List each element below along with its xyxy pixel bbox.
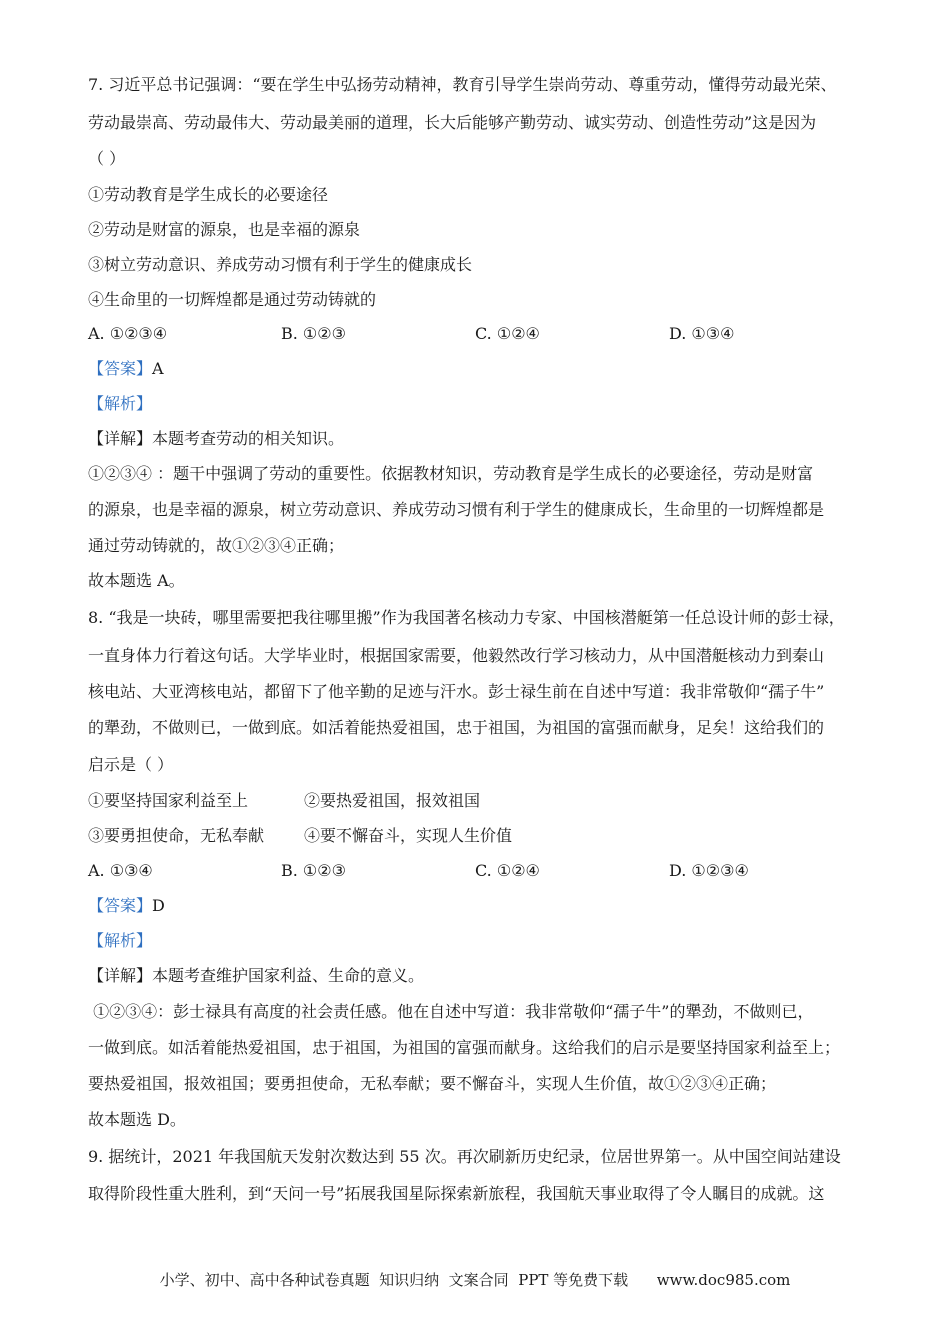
q8-option-b: B. ①②③ (281, 861, 346, 880)
page-footer: 小学、初中、高中各种试卷真题 知识归纳 文案合同 PPT 等免费下载 www.doc985.com (159, 1271, 791, 1289)
q8-stem-line-4: 的犟劲，不做则已，一做到底。如活着能热爱祖国，忠于祖国，为祖国的富强而献身，足矣！这给我们的 (88, 718, 825, 737)
detail-tag: 【详解】 (88, 966, 153, 985)
q7-option-a: A. ①②③④ (88, 324, 168, 343)
answer-tag: 【答案】 (88, 359, 153, 378)
q8-detail (88, 965, 862, 987)
q9-stem-line-1: 9. 据统计，2021 年我国航天发射次数达到 55 次。再次刷新历史纪录，位居世界第一。从中国空间站建设 (88, 1147, 841, 1166)
q7-option-b: B. ①②③ (281, 324, 346, 343)
q8-explanation-line-3: 要热爱祖国，报效祖国；要勇担使命，无私奉献；要不懈奋斗，实现人生价值，故①②③④正确； (88, 1074, 777, 1093)
q7-statement-1: ①劳动教育是学生成长的必要途径 (88, 185, 329, 204)
q7-option-d: D. ①③④ (669, 324, 735, 343)
q8-statement-4: ④要不懈奋斗，实现人生价值 (304, 826, 513, 845)
q7-explanation-line-1: ①②③④ ：题干中强调了劳动的重要性。依据教材知识，劳动教育是学生成长的必要途径，劳动是财富 (88, 464, 814, 483)
q8-explanation-line-2: 一做到底。如活着能热爱祖国，忠于祖国，为祖国的富强而献身。这给我们的启示是要坚持国家利益至上； (88, 1038, 841, 1057)
detail-text: 本题考查维护国家利益、生命的意义。 (152, 966, 425, 985)
q7-statement-2: ②劳动是财富的源泉，也是幸福的源泉 (88, 220, 361, 239)
q8-statement-1: ①要坚持国家利益至上 (88, 791, 249, 810)
q7-analysis-tag: 【解析】 (88, 394, 153, 413)
q8-stem-line-1: 8. “我是一块砖，哪里需要把我往哪里搬”作为我国著名核动力专家、中国核潜艇第一任总设计师的彭士禄， (88, 608, 845, 627)
q8-statement-2: ②要热爱祖国，报效祖国 (304, 791, 481, 810)
q7-statement-4: ④生命里的一切辉煌都是通过劳动铸就的 (88, 290, 377, 309)
q7-conclusion: 故本题选 A。 (88, 571, 185, 590)
q8-conclusion: 故本题选 D。 (88, 1110, 186, 1129)
q7-stem-line-2: 劳动最崇高、劳动最伟大、劳动最美丽的道理，长大后能够产勤劳动、诚实劳动、创造性劳动”这是因为 (88, 113, 817, 132)
q8-option-c: C. ①②④ (475, 861, 540, 880)
q8-analysis-tag: 【解析】 (88, 931, 153, 950)
answer-value: A (152, 359, 164, 378)
q7-explanation-line-3: 通过劳动铸就的，故①②③④正确； (88, 536, 345, 555)
q8-option-a: A. ①③④ (88, 861, 153, 880)
q8-explanation-line-1: ①②③④：彭士禄具有高度的社会责任感。他在自述中写道：我非常敬仰“孺子牛”的犟劲，不做则已， (88, 1002, 814, 1021)
q8-stem-line-2: 一直身体力行着这句话。大学毕业时，根据国家需要，他毅然改行学习核动力，从中国潜艇核动力到秦山 (88, 646, 825, 665)
q7-answer (88, 358, 862, 380)
answer-tag: 【答案】 (88, 896, 153, 915)
q8-statements-row-2 (88, 825, 513, 847)
q7-explanation-line-2: 的源泉，也是幸福的源泉，树立劳动意识、养成劳动习惯有利于学生的健康成长，生命里的一切辉煌都是 (88, 500, 825, 519)
q9-stem-line-2: 取得阶段性重大胜利，到“天问一号”拓展我国星际探索新旅程，我国航天事业取得了令人瞩目的成就。这 (88, 1184, 825, 1203)
q7-detail (88, 428, 862, 450)
q7-statement-3: ③树立劳动意识、养成劳动习惯有利于学生的健康成长 (88, 255, 473, 274)
q8-option-d: D. ①②③④ (669, 861, 749, 880)
q8-statements-row-1 (88, 790, 481, 812)
q8-stem-line-5: 启示是（ ） (88, 755, 174, 774)
q7-stem-line-1: 7. 习近平总书记强调：“要在学生中弘扬劳动精神，教育引导学生崇尚劳动、尊重劳动，懂得劳动最光荣、 (88, 75, 837, 94)
detail-tag: 【详解】 (88, 429, 153, 448)
q8-statement-3: ③要勇担使命，无私奉献 (88, 826, 265, 845)
q7-option-c: C. ①②④ (475, 324, 540, 343)
answer-value: D (152, 896, 165, 915)
q7-stem-line-3: （ ） (88, 149, 126, 168)
q8-answer (88, 895, 862, 917)
q8-stem-line-3: 核电站、大亚湾核电站，都留下了他辛勤的足迹与汗水。彭士禄生前在自述中写道：我非常敬仰“孺子牛” (88, 682, 825, 701)
detail-text: 本题考查劳动的相关知识。 (152, 429, 345, 448)
